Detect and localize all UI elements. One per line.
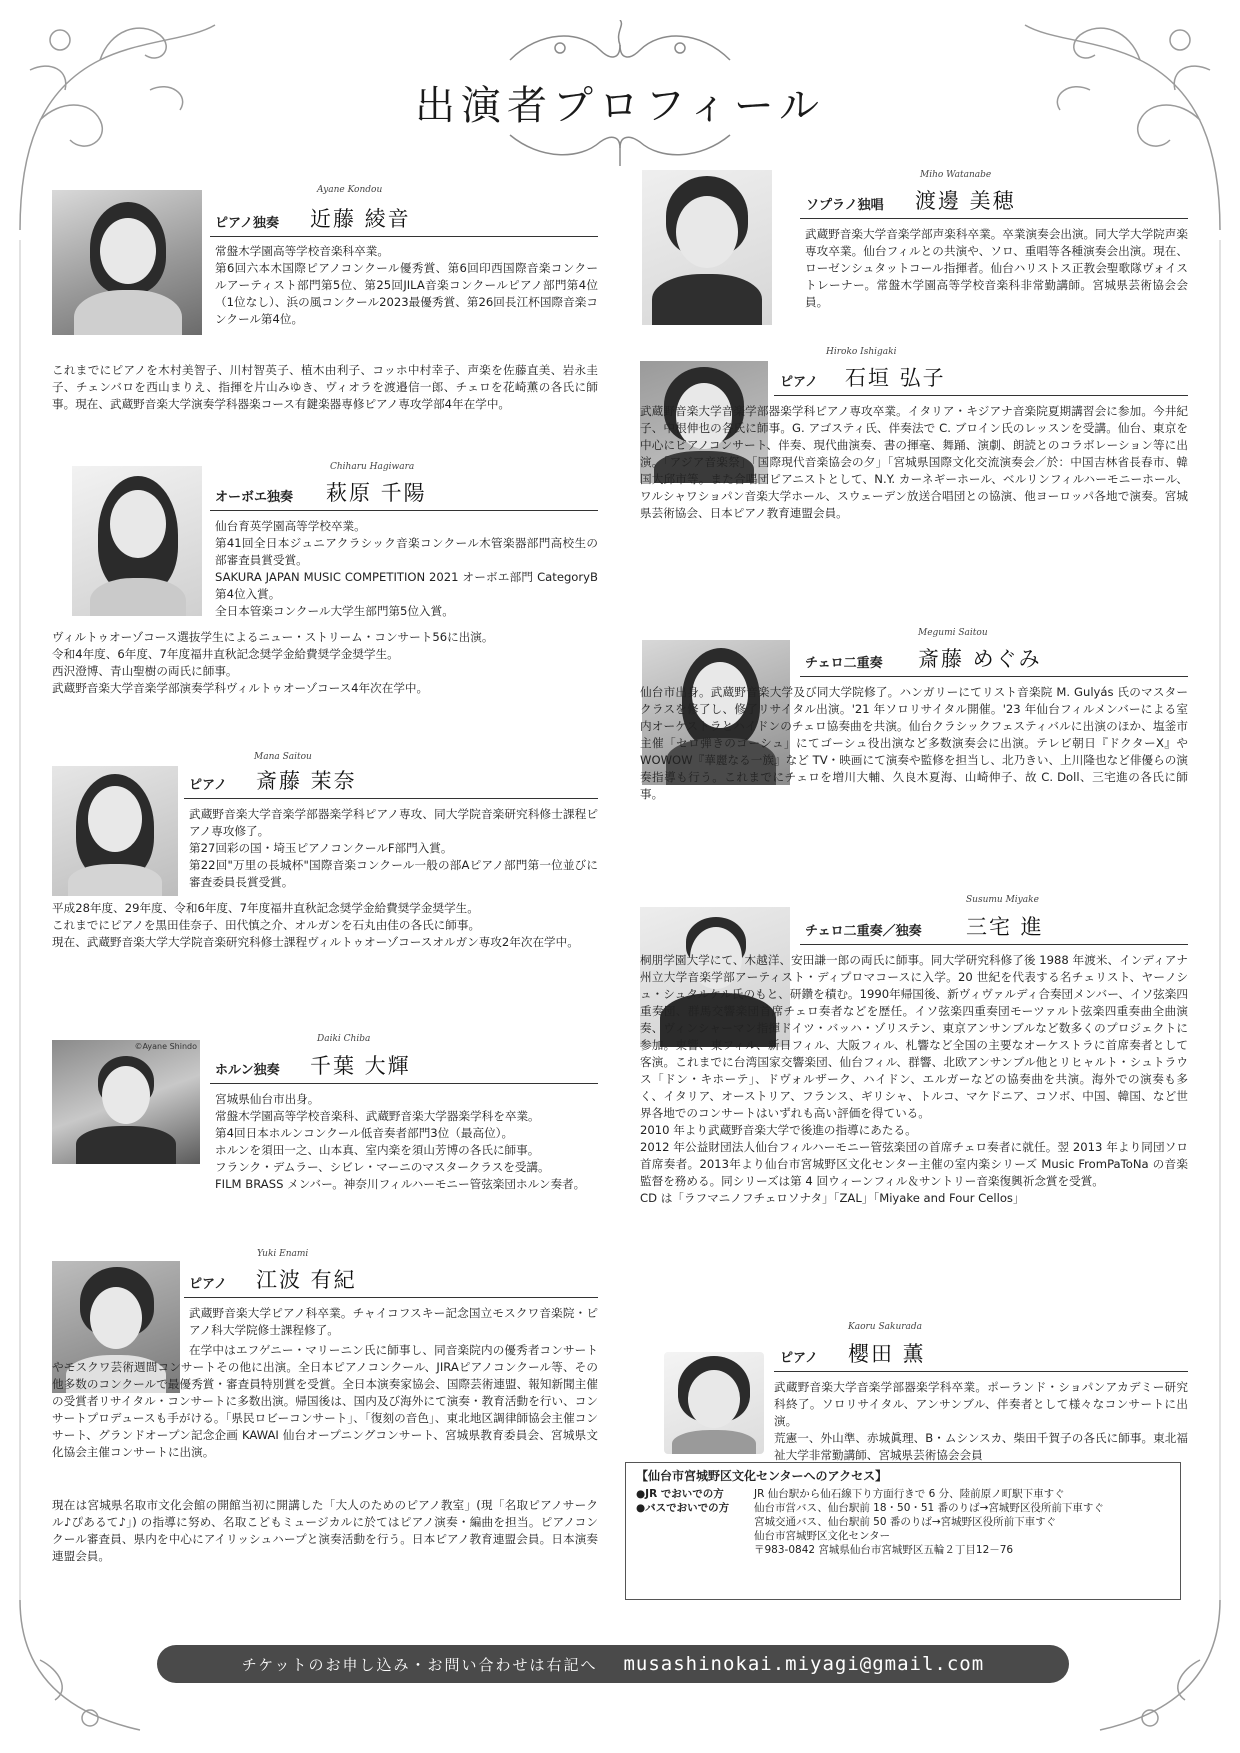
portrait-photo bbox=[52, 1040, 200, 1164]
profile-ayane-kondou bbox=[52, 185, 612, 415]
access-bus-label: ●バスでおいでの方 bbox=[636, 1502, 730, 1514]
photo-credit: ©Ayane Shindo bbox=[134, 1042, 197, 1051]
performer-role: ソプラノ独唱 bbox=[806, 198, 884, 213]
performer-bio-continued: ヴィルトゥオーゾコース選抜学生によるニュー・ストリーム・コンサート56に出演。 令和4年度、6年度、7年度福井直秋記念奨学金給費奨学金奨学生。 西沢澄博、青山聖樹の両氏に師事。 武蔵野音楽大学音楽学部演奏学科ヴィルトゥオーゾコース4年次在学中。 bbox=[52, 630, 494, 695]
profile-susumu-miyake bbox=[640, 895, 1200, 1305]
name-underline bbox=[210, 1083, 598, 1084]
name-underline bbox=[800, 676, 1188, 677]
profile-megumi-saitou bbox=[640, 628, 1200, 878]
romaji-name: Hiroko Ishigaki bbox=[826, 347, 897, 357]
title-ornament-bottom bbox=[500, 130, 740, 170]
portrait-photo bbox=[72, 466, 202, 616]
side-ornament-left bbox=[0, 240, 40, 1600]
performer-name: 櫻田 薫 bbox=[848, 1342, 926, 1366]
performer-bio: 仙台育英学園高等学校卒業。 第41回全日本ジュニアクラシック音楽コンクール木管楽器部門高校生の部審査員賞受賞。 SAKURA JAPAN MUSIC COMPETITION 2021 オーボエ部門 CategoryB 第4位入賞。 全日本管楽コンクール大学生部門第5位入賞。 bbox=[215, 519, 598, 618]
page-title: 出演者プロフィール bbox=[415, 83, 825, 129]
profile-daiki-chiba bbox=[52, 1030, 612, 1210]
access-bus-row bbox=[636, 1501, 1170, 1557]
performer-role: ピアノ独奏 bbox=[215, 216, 279, 231]
access-bus-text bbox=[754, 1501, 1170, 1557]
access-address: 〒983-0842 宮城県仙台市宮城野区五輪２丁目12－76 bbox=[754, 1544, 1014, 1556]
performer-name: 萩原 千陽 bbox=[326, 481, 427, 505]
performer-bio: 武蔵野音楽大学音楽学部器楽学科ピアノ専攻卒業。イタリア・キジアナ音楽院夏期講習会に参加。今井紀子、中根伸也の各氏に師事。G. アゴスティ氏、伴奏法で C. ブロイン氏のレッスンを受講。仙台、東京を中心にピアノコンサート、伴奏、現代曲演奏、書の揮毫、舞踊、演劇、朗読とのコラボレーション等に出演。「アジア音楽祭」「国際現代音楽協会の夕」「宮城県国際文化交流演奏会／於：中国吉林省長春市、韓国大邱市等。また合唱団ピアニストとして、N.Y. カーネギーホール、ベルリンフィルハーモニーホール、ワルシャワショパン音楽大学ホール、スウェーデン放送合唱団との協演、他ヨーロッパ各地で演奏。宮城県芸術協会、日本ピアノ教育連盟会員。 bbox=[640, 404, 1188, 520]
performer-name: 石垣 弘子 bbox=[845, 366, 946, 390]
title-ornament-top bbox=[500, 20, 740, 70]
performer-role: オーボエ独奏 bbox=[215, 490, 294, 505]
side-ornament-right bbox=[1200, 240, 1240, 1600]
performer-name: 千葉 大輝 bbox=[310, 1054, 411, 1078]
bottom-ornament-right bbox=[1080, 1600, 1240, 1750]
name-underline bbox=[184, 798, 598, 799]
profile-hiroko-ishigaki bbox=[640, 347, 1200, 577]
performer-bio: 武蔵野音楽大学音楽学部器楽学科ピアノ専攻、同大学院音楽研究科修士課程ピアノ専攻修了。 第27回彩の国・埼玉ピアノコンクールF部門入賞。 第22回"万里の長城杯"国際音楽コンクール一般の部Aピアノ部門第一位並びに審査委員長賞受賞。 bbox=[189, 807, 598, 889]
access-jr-row bbox=[636, 1487, 1170, 1501]
performer-bio: 武蔵野音楽大学音楽学部声楽科卒業。卒業演奏会出演。同大学大学院声楽専攻卒業。仙台フィルとの共演や、ソロ、重唱等各種演奏会出演。現在、ローゼンシュタットコール指揮者。仙台ハリストス正教会聖歌隊ヴォイストレーナー。常盤木学園高等学校音楽科非常勤講師。宮城県芸術協会会員。 bbox=[805, 227, 1188, 309]
portrait-photo bbox=[52, 190, 202, 335]
bottom-ornament-left bbox=[0, 1600, 160, 1750]
performer-role: チェロ二重奏／独奏 bbox=[805, 924, 922, 939]
romaji-name: Daiki Chiba bbox=[317, 1034, 371, 1044]
romaji-name: Chiharu Hagiwara bbox=[330, 462, 415, 472]
performer-role: ピアノ bbox=[780, 375, 818, 390]
performer-bio: 仙台市出身。武蔵野音楽大学及び同大学院修了。ハンガリーにてリスト音楽院 M. Gulyás 氏のマスタークラスを修了し、修了リサイタル出演。'21 年ソロリサイタル開催。'23 年仙台フィルメンバーによる室内オーケストラとハイドンのチェロ協奏曲を共演。仙台クラシックフェスティバルに出演のほか、塩釜市主催「セロ弾きのゴーシュ」にてゴーシュ役出演など多数演奏会に出演。テレビ朝日『ドクターX』や WOWOW『華麗なる一族』など TV・映画にて演奏や監修を担当し、北乃きい、上川隆也など俳優らの演奏指導も行う。これまでにチェロを増川大輔、久良木夏海、山崎伸子、故 C. Doll、三宅進の各氏に師事。 bbox=[640, 685, 1188, 801]
contact-footer-bar bbox=[157, 1645, 1069, 1683]
profile-mana-saitou bbox=[52, 748, 612, 988]
profile-yuki-enami bbox=[52, 1245, 612, 1585]
access-bus-line-2: 宮城交通バス、仙台駅前 50 番のりば→宮城野区役所前下車すぐ bbox=[754, 1516, 1057, 1528]
romaji-name: Yuki Enami bbox=[257, 1249, 309, 1259]
performer-bio: 武蔵野音楽大学ピアノ科卒業。チャイコフスキー記念国立モスクワ音楽院・ピアノ科大学院修士課程修了。 bbox=[189, 1306, 598, 1337]
profile-chiharu-hagiwara bbox=[52, 458, 612, 708]
profile-miho-watanabe bbox=[640, 168, 1200, 328]
performer-bio: 武蔵野音楽大学音楽学部器楽学科卒業。ポーランド・ショパンアカデミー研究科終了。ソロリサイタル、アンサンブル、伴奏者として様々なコンサートに出演。 荒憲一、外山準、赤城眞理、B・ムシンスカ、柴田千賀子の各氏に師事。東北福祉大学非常勤講師、宮城県芸術協会会員 bbox=[774, 1380, 1188, 1462]
performer-role: チェロ二重奏 bbox=[805, 656, 883, 671]
access-venue-name: 仙台市宮城野区文化センター bbox=[754, 1530, 891, 1542]
romaji-name: Susumu Miyake bbox=[966, 895, 1039, 905]
portrait-photo bbox=[642, 170, 772, 325]
performer-bio-continued: これまでにピアノを木村美智子、川村智英子、植木由利子、コッホ中村幸子、声楽を佐藤直美、岩永圭子、チェンバロを西山まりえ、指揮を片山みゆき、ヴィオラを渡邉信一郎、チェロを花崎薫の各氏に師事。現在、武蔵野音楽大学演奏学科器楽コース有鍵楽器専修ピアノ専攻学部4年在学中。 bbox=[52, 363, 598, 411]
performer-bio-continued: 在学中はエフゲニー・マリーニン氏に師事し、同音楽院内の優秀者コンサートやモスクワ芸術週間コンサートその他に出演。全日本ピアノコンクール、JIRAピアノコンクール等、その他多数のコンクールで最優秀賞・審査員特別賞を受賞。全日本演奏家協会、国際芸術連盟、報知新聞主催の受賞者リサイタル・コンサートに多数出演。帰国後は、国内及び海外にて演奏・教育活動を行い、コンサートプロデュースも手がける。「県民ロビーコンサート」、「復刻の音色」、東北地区調律師協会主催コンサート、グランドオープン記念企画 KAWAI 仙台オープニングコンサート、宮城県教育委員会、宮城県文化協会主催コンサートに出演。 bbox=[52, 1343, 598, 1459]
name-underline bbox=[774, 1371, 1188, 1372]
performer-bio: 桐朋学園大学にて、木越洋、安田謙一郎の両氏に師事。同大学研究科修了後 1988 年渡米、インディアナ州立大学音楽学部アーティスト・ディプロマコースに入学。20 世紀を代表する名チェリスト、ヤーノシュ・シュタルケル氏のもと、研鑽を積む。1990年帰国後、新ヴィヴァルディ合奏団メンバー、イソ弦楽四重奏団、群馬交響楽団首席チェロ奏者などを歴任。イソ弦楽四重奏団モーツァルト弦楽四重奏曲全曲演奏、ヴィンシャーマン指揮ドイツ・バッハ・ゾリステン、東京アンサンブルなど数多くのプロジェクトに参加。東響、東フィル、新日フィル、大阪フィル、札響など全国の主要なオーケストラに首席奏者として客演。これまでに台湾国家交響楽団、仙台フィル、群響、北欧アンサンブル他とリヒャルト・シュトラウス「ドン・キホーテ」、ドヴォルザーク、ハイドン、エルガーなどの協奏曲を共演。海外での演奏も多く、イタリア、オーストリア、フランス、ギリシャ、トルコ、マケドニア、コソボ、中国、韓国、など世界各地でのコンサートはいずれも高い評価を得ている。 2010 年より武蔵野音楽大学で後進の指導にあたる。 2012 年公益財団法人仙台フィルハーモニー管弦楽団の首席チェロ奏者に就任。翌 2013 年より同団ソロ首席奏者。2013年より仙台市宮城野区文化センター主催の室内楽シリーズ Music FromPaToNa の音楽監督を務める。同シリーズは第 4 回ウィーンフィル＆サントリー音楽復興祈念賞を受賞。 CD は「ラフマニノフチェロソナタ」「ZAL」「Miyake and Four Cellos」 bbox=[640, 953, 1188, 1205]
venue-access-box bbox=[625, 1462, 1181, 1600]
romaji-name: Mana Saitou bbox=[254, 752, 312, 762]
access-jr-text: JR 仙台駅から仙石線下り方面行きで 6 分、陸前原ノ町駅下車すぐ bbox=[754, 1488, 1065, 1500]
name-underline bbox=[184, 1297, 598, 1298]
performer-name: 江波 有紀 bbox=[256, 1268, 357, 1292]
romaji-name: Megumi Saitou bbox=[918, 628, 988, 638]
name-underline bbox=[800, 218, 1188, 219]
performer-name: 斎藤 茉奈 bbox=[256, 769, 357, 793]
romaji-name: Miho Watanabe bbox=[920, 170, 992, 180]
romaji-name: Kaoru Sakurada bbox=[848, 1322, 923, 1332]
access-bus-line-1: 仙台市営バス、仙台駅前 18・50・51 番のりば→宮城野区役所前下車すぐ bbox=[754, 1502, 1104, 1514]
name-underline bbox=[800, 944, 1188, 945]
name-underline bbox=[210, 510, 598, 511]
portrait-photo bbox=[664, 1352, 764, 1454]
access-jr-label: ●JR でおいでの方 bbox=[636, 1488, 724, 1500]
performer-role: ピアノ bbox=[780, 1351, 818, 1366]
portrait-photo bbox=[52, 766, 178, 896]
performer-name: 三宅 進 bbox=[966, 915, 1044, 939]
performer-bio-continued: 平成28年度、29年度、令和6年度、7年度福井直秋記念奨学金給費奨学金奨学生。 これまでにピアノを黒田佳奈子、田代慎之介、オルガンを石丸由佳の各氏に師事。 現在、武蔵野音楽大学大学院音楽研究科修士課程ヴィルトゥオーゾコースオルガン専攻2年次在学中。 bbox=[52, 901, 579, 949]
access-heading: 【仙台市宮城野区文化センターへのアクセス】 bbox=[636, 1469, 888, 1483]
footer-inquiry-text: チケットのお申し込み・お問い合わせは右記へ bbox=[241, 1655, 598, 1674]
performer-name: 渡邊 美穂 bbox=[915, 189, 1016, 213]
contact-email-link[interactable]: musashinokai.miyagi@gmail.com bbox=[623, 1653, 985, 1675]
performer-role: ホルン独奏 bbox=[215, 1063, 280, 1078]
name-underline bbox=[774, 395, 1188, 396]
performer-role: ピアノ bbox=[189, 778, 227, 793]
profile-kaoru-sakurada bbox=[640, 1322, 1200, 1462]
name-underline bbox=[210, 236, 598, 237]
performer-role: ピアノ bbox=[189, 1277, 227, 1292]
performer-name: 近藤 綾音 bbox=[310, 207, 411, 231]
performer-bio-continued-2: 現在は宮城県名取市文化会館の開館当初に開講した「大人のためのピアノ教室」(現「名取ピアノサークル♪ぴあるて♪」) の指導に努め、名取こどもミュージカルに於てはピアノ演奏・編曲を担当。ピアノコンクール審査員、県内を中心にアイリッシュハープと演奏活動を行う。日本ピアノ教育連盟会員。日本演奏連盟会員。 bbox=[52, 1498, 598, 1563]
performer-name: 斎藤 めぐみ bbox=[918, 647, 1042, 671]
performer-bio: 宮城県仙台市出身。 常盤木学園高等学校音楽科、武蔵野音楽大学器楽学科を卒業。 第4回日本ホルンコンクール低音奏者部門3位（最高位）。 ホルンを須田一之、山本真、室内楽を須山芳博の各氏に師事。 フランク・デムラー、シビレ・マーニのマスタークラスを受講。 FILM BRASS メンバー。神奈川フィルハーモニー管弦楽団ホルン奏者。 bbox=[215, 1092, 586, 1191]
romaji-name: Ayane Kondou bbox=[317, 185, 383, 195]
performer-bio: 常盤木学園高等学校音楽科卒業。 第6回六本木国際ピアノコンクール優秀賞、第6回印西国際音楽コンクールアーティスト部門第5位、第25回JILA音楽コンクールピアノ部門第4位（1位なし）、浜の風コンクール2023最優秀賞、第26回長江杯国際音楽コンクール第4位。 bbox=[215, 244, 598, 326]
